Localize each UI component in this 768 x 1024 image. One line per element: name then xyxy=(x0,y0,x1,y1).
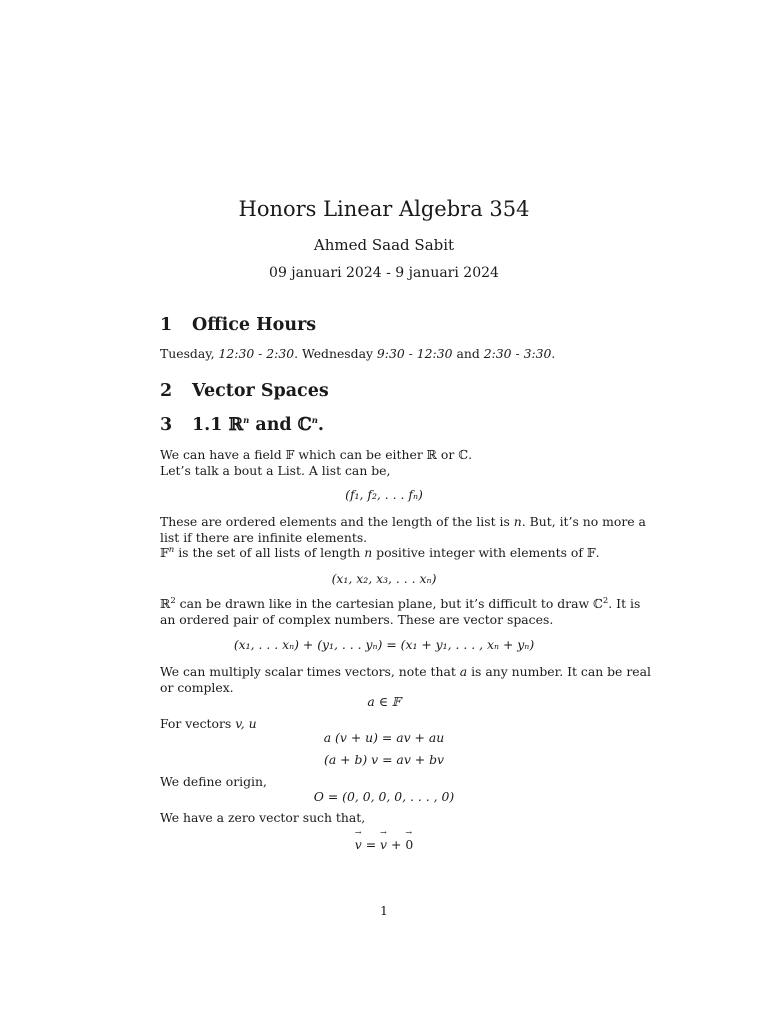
text-run: . It is xyxy=(608,596,641,611)
office-hours-paragraph xyxy=(160,346,555,362)
time-range: 12:30 - 2:30 xyxy=(218,346,295,361)
text-line: an ordered pair of complex numbers. These are vector spaces. xyxy=(160,611,554,627)
section-number: 3 xyxy=(160,415,173,435)
text-run: positive integer with elements of 𝔽. xyxy=(372,545,600,560)
time-range: 2:30 - 3:30 xyxy=(483,346,552,361)
text-line: We can have a field 𝔽 which can be either ℝ or ℂ. xyxy=(160,447,473,462)
math-vectors: v, u xyxy=(235,716,257,731)
text-run: is the set of all lists of length xyxy=(174,545,365,560)
section-heading-office-hours xyxy=(160,315,316,335)
text-line: list if there are infinite elements. xyxy=(160,529,368,545)
paragraph-r2-c2 xyxy=(160,596,640,627)
section-number: 1 xyxy=(160,315,173,335)
vector-v: → v xyxy=(355,837,362,852)
text-run: We can multiply scalar times vectors, note that xyxy=(160,664,460,679)
equation-distributive-2: (a + b) v = av + bv xyxy=(323,752,445,767)
page-number: 1 xyxy=(380,903,388,918)
text-run: . Wednesday xyxy=(294,346,377,361)
equation-origin: O = (0, 0, 0, 0, . . . , 0) xyxy=(313,789,455,804)
equation-tuple: (x₁, x₂, x₃, . . . xₙ) xyxy=(331,571,437,586)
document-date: 09 januari 2024 - 9 januari 2024 xyxy=(269,265,499,281)
text-run: ℝ xyxy=(160,596,171,611)
text-line xyxy=(160,545,646,561)
paragraph-scalar xyxy=(160,664,651,695)
text-run: 𝔽 xyxy=(160,545,169,560)
section-title-part: and ℂ xyxy=(249,415,312,435)
equation-list: (f₁, f₂, . . . fₙ) xyxy=(345,487,423,502)
text-run: . xyxy=(551,346,556,361)
text-line xyxy=(160,596,640,612)
paragraph-list-definition xyxy=(160,514,646,561)
section-title-part: 1.1 ℝ xyxy=(192,415,244,435)
text-line xyxy=(160,664,651,680)
superscript-n: n xyxy=(168,544,175,555)
text-run: and xyxy=(452,346,484,361)
section-heading-rn-cn xyxy=(160,415,324,435)
text-run: Tuesday, xyxy=(160,346,219,361)
section-title: Vector Spaces xyxy=(192,381,329,401)
text-run: . But, it’s no more a xyxy=(521,514,646,529)
math-n: n xyxy=(513,514,522,529)
math-a: a xyxy=(459,664,468,679)
text-line: or complex. xyxy=(160,679,234,695)
paragraph-field xyxy=(160,447,472,478)
text-run: For vectors xyxy=(160,716,236,731)
superscript-n: n xyxy=(243,416,250,427)
superscript-n: n xyxy=(311,416,318,427)
text-line xyxy=(160,514,646,530)
paragraph-origin: We define origin, xyxy=(160,774,267,789)
superscript-2: 2 xyxy=(170,595,176,606)
time-range: 9:30 - 12:30 xyxy=(376,346,453,361)
text-run: can be drawn like in the cartesian plane, but it’s difficult to draw ℂ xyxy=(175,596,603,611)
vector-zero: → 0 xyxy=(405,837,413,852)
text-line: Let’s talk a bout a List. A list can be, xyxy=(160,462,391,478)
text-run: These are ordered elements and the length of the list is xyxy=(160,514,514,529)
equation-zero-vector xyxy=(0,837,768,852)
paragraph-zero-vector: We have a zero vector such that, xyxy=(160,810,366,825)
document-title: Honors Linear Algebra 354 xyxy=(238,197,530,221)
section-number: 2 xyxy=(160,381,173,401)
section-heading-vector-spaces xyxy=(160,381,329,401)
equation-distributive-1: a (v + u) = av + au xyxy=(323,730,445,745)
text-run: is any number. It can be real xyxy=(467,664,651,679)
plus-sign: + xyxy=(387,837,406,852)
vector-v: → v xyxy=(380,837,387,852)
equation-vector-addition: (x₁, . . . xₙ) + (y₁, . . . yₙ) = (x₁ + y₁, . . . , xₙ + yₙ) xyxy=(233,637,535,652)
equation-a-in-f: a ∈ 𝔽 xyxy=(367,694,401,709)
section-title: Office Hours xyxy=(192,315,317,335)
section-title-part: . xyxy=(317,415,324,435)
document-author: Ahmed Saad Sabit xyxy=(313,236,455,254)
superscript-2: 2 xyxy=(602,595,609,606)
math-n: n xyxy=(364,545,373,560)
equals-sign: = xyxy=(361,837,381,852)
